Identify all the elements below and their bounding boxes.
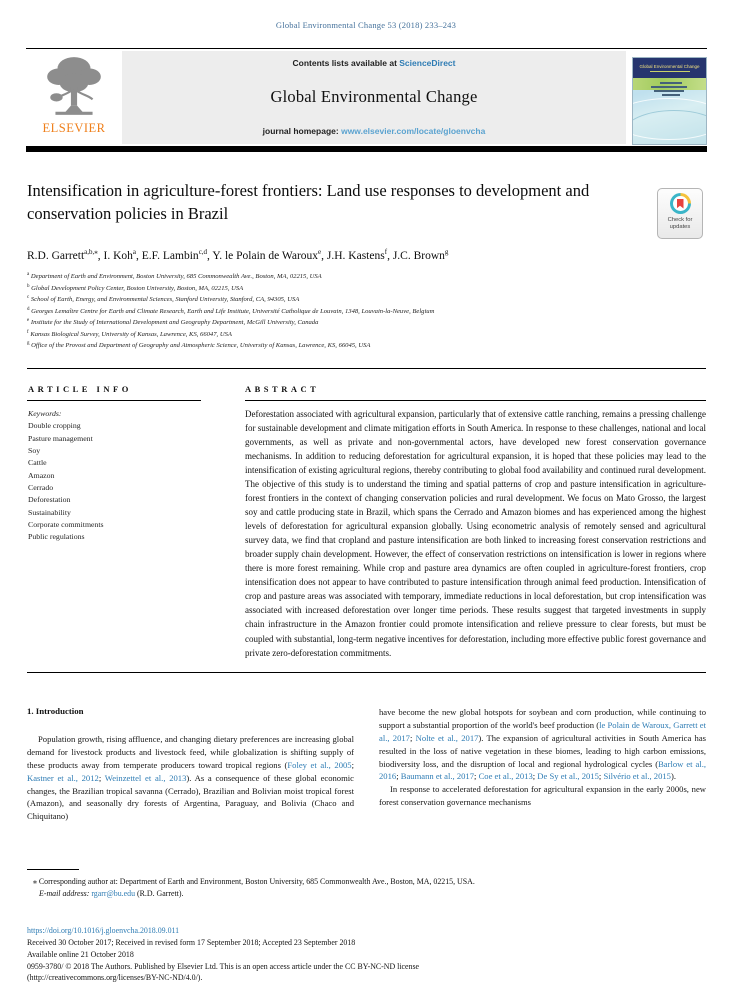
article-info-heading: ARTICLE INFO <box>28 384 132 394</box>
affiliation: $^a$ Department of Earth and Environment, Boston University, 685 Commonwealth Ave., Boston, MA, 02215, USA <box>27 272 322 281</box>
journal-header <box>26 50 707 145</box>
journal-title: Global Environmental Change <box>270 87 478 106</box>
cover-title: Global Environmental Change <box>639 64 700 70</box>
email-line: E-mail address: rgarr@bu.edu (R.D. Garrett). <box>39 888 184 898</box>
journal-banner <box>122 51 626 144</box>
article-info-rule <box>27 400 201 401</box>
received-dates: Received 30 October 2017; Received in revised form 17 September 2018; Accepted 23 September 2018 <box>27 938 356 947</box>
sciencedirect-link[interactable]: ScienceDirect <box>399 58 456 68</box>
citation-link[interactable]: le Polain de Waroux, Garrett et al., 2017 <box>379 719 707 743</box>
copyright-line: 0959-3780/ © 2018 The Authors. Published by Elsevier Ltd. This is an open access article under the CC BY-NC-ND license <box>27 962 420 971</box>
author: E.F. Lambin$^{c,d}$, <box>141 248 213 262</box>
keyword: Pasture management <box>28 433 93 443</box>
author: I. Koh$^a$, <box>103 248 142 262</box>
keywords-block <box>28 408 208 543</box>
journal-citation: Global Environmental Change 53 (2018) 233–243 <box>275 20 457 30</box>
keyword: Double cropping <box>28 421 81 431</box>
affiliation: $^e$ Institute for the Study of International Development and Geography Department, McGill University, Canada <box>27 318 319 327</box>
check-updates-label: Check for updates <box>667 217 693 231</box>
keyword: Public regulations <box>28 532 85 542</box>
keyword: Corporate commitments <box>28 519 104 529</box>
cover-text-lines <box>651 82 691 98</box>
author: J.C. Brown$^g$ <box>392 248 449 262</box>
abstract-text: Deforestation associated with agricultural expansion, particularly that of extensive cattle ranching, remains a pressing challenge for sustainable development and climate mitigation efforts in South America. In response to these challenges, national and local governments, as well as private and non-governmental actors, have developed new forest conservation governance mechanisms. In addition to reducing deforestation for agricultural expansion, it is hoped that these policies may lead to the intensification of existing agricultural regions, thereby contributing to global food availability and continued rural development. The objective of this study is to understand the timing and spatial patterns of crop and pasture intensification in agriculture-forest frontiers in the context of changing conservation policies and rural development. We focus on Mato Grosso, the largest soy and cattle producing state in Brazil, which spans the Cerrado and Amazon biomes and has experienced among the highest levels of deforestation for agricultural expansion globally. Using econometric analysis of remotely sensed and agricultural survey data, we find that cropland and pasture intensification are both linked to increasing forest conservation restrictions and broader supply chain development. However, the effect of conservation restrictions on intensification is lower in regions where there is more forest remaining. While crop and pasture area dynamics are often coupled in agriculture-forest frontiers, crop intensification does not appear to have contributed to pasture intensification through animal feed production. Intensification of crop and pasture areas was associated with temporary, immediate reductions in local deforestation, but crop intensification was associated with increased deforestation over longer time periods. These results suggest that targeted investments in supply chain infrastructure in the Amazon frontier could promote intensification and relieve pressure to clear forests, but must be coupled with substantial, long-term negative incentives for deforestation, including more effective public forest governance and private zero-deforestation commitments. <box>245 409 706 658</box>
corresponding-author-text: ⁎ Corresponding author at: Department of Earth and Environment, Boston University, 685 Commonwealth Ave., Boston, MA, 02215, USA. <box>33 877 475 886</box>
check-for-updates-button[interactable] <box>657 188 703 239</box>
elsevier-wordmark: ELSEVIER <box>42 121 106 135</box>
citation-link[interactable]: Kastner et al., 2012 <box>27 772 99 783</box>
abstract-heading: ABSTRACT <box>245 384 320 394</box>
affiliation-list <box>27 271 687 352</box>
corresponding-author-note <box>27 876 707 900</box>
affiliation: $^b$ Global Development Policy Center, Boston University, Boston, MA, 02215, USA <box>27 283 244 292</box>
homepage-label: journal homepage: <box>262 126 342 136</box>
citation-link[interactable]: Coe et al., 2013 <box>478 771 533 782</box>
keyword: Deforestation <box>28 495 71 505</box>
citation-link[interactable]: Baumann et al., 2017 <box>400 771 475 782</box>
citation-link[interactable]: Foley et al., 2005 <box>287 759 352 770</box>
affiliation: $^d$ Georges Lemaître Centre for Earth and Climate Research, Earth and Life Institute, Université Catholique de Louvain, 1348, Louvain-la-Neuve, Belgium <box>27 306 435 315</box>
author-list <box>27 248 647 262</box>
intro-column-left <box>27 733 354 823</box>
affiliation: $^f$ Kansas Biological Survey, University of Kansas, Lawrence, KS, 66047, USA <box>27 329 232 338</box>
keywords-label: Keywords: <box>28 409 62 418</box>
contents-lists-text: Contents lists available at <box>292 58 400 68</box>
info-bottom-rule <box>27 672 706 673</box>
citation-link[interactable]: Barlow et al., 2016 <box>379 758 706 782</box>
intro-column-right <box>379 706 706 809</box>
license-url[interactable]: (http://creativecommons.org/licenses/BY-NC-ND/4.0/). <box>27 973 203 982</box>
doi-link[interactable]: https://doi.org/10.1016/j.gloenvcha.2018.09.011 <box>27 926 180 935</box>
author: J.H. Kastens$^f$, <box>326 248 393 262</box>
author: R.D. Garrett$^{a,b,⁎}$, <box>27 248 104 262</box>
header-bottom-rule <box>26 146 707 152</box>
journal-homepage-link[interactable]: www.elsevier.com/locate/gloenvcha <box>341 126 486 136</box>
keyword: Cerrado <box>28 482 54 492</box>
affiliation: $^c$ School of Earth, Energy, and Environmental Sciences, Stanford University, Stanford, CA, 94305, USA <box>27 295 300 304</box>
section-heading-introduction: 1. Introduction <box>27 706 84 716</box>
footnote-rule <box>27 869 79 870</box>
email-label: E-mail address: <box>39 888 92 898</box>
keyword: Soy <box>28 445 41 455</box>
article-title: Intensification in agriculture-forest frontiers: Land use responses to development and conservation policies in Brazil <box>27 181 590 224</box>
intro-paragraph: have become the new global hotspots for soybean and corn production, while continuing to support a substantial proportion of the world's beef production (le Polain de Waroux, Garrett et al., 2017; Nolte et al., 2017). The expansion of agricultural activities in South America has resulted in the loss of native vegetation in these biomes, leading to high carbon emissions, biodiversity loss, and the disruption of local and regional hydrological cycles (Barlow et al., 2016; Baumann et al., 2017; Coe et al., 2013; De Sy et al., 2015; Silvério et al., 2015). <box>379 707 707 782</box>
author: Y. le Polain de Waroux$^e$, <box>212 248 327 262</box>
journal-cover-thumbnail <box>632 57 707 145</box>
citation-link[interactable]: De Sy et al., 2015 <box>537 771 599 782</box>
cover-header <box>633 58 706 78</box>
available-online: Available online 21 October 2018 <box>27 950 134 959</box>
keyword: Cattle <box>28 458 47 468</box>
cover-subtitle-line <box>650 71 690 72</box>
email-link[interactable]: rgarr@bu.edu <box>91 888 136 898</box>
elsevier-tree-icon <box>43 54 105 120</box>
keyword: Amazon <box>28 470 55 480</box>
intro-paragraph: Population growth, rising affluence, and changing dietary preferences are increasing global demand for livestock products and livestock feed, while globalization is shifting supply of these products away from temperate producers toward tropical regions (Foley et al., 2005; Kastner et al., 2012; Weinzettel et al., 2013). As a consequence of these global economic changes, the Brazilian tropical savanna (Cerrado), Brazilian and Bolivian moist tropical forest (Amazon), and seasonally dry forests of Argentina, Paraguay, and Bolivia (Chaco and Chiquitano) <box>27 734 354 822</box>
citation-link[interactable]: Weinzettel et al., 2013 <box>104 772 187 783</box>
affiliation: $^g$ Office of the Provost and Department of Geography and Atmospheric Science, University of Kansas, Lawrence, KS, 66045, USA <box>27 341 371 350</box>
journal-homepage-line <box>263 126 486 136</box>
keyword: Sustainability <box>28 507 71 517</box>
intro-paragraph: In response to accelerated deforestation for agricultural expansion in the early 2000s, new forest conservation governance mechanisms <box>379 784 706 808</box>
check-updates-icon <box>670 193 691 214</box>
abstract-rule <box>245 400 706 401</box>
elsevier-logo <box>26 50 122 145</box>
cover-map-art <box>633 90 706 144</box>
contents-lists-line <box>293 58 456 68</box>
citation-link[interactable]: Silvério et al., 2015 <box>603 771 671 782</box>
citation-link[interactable]: Nolte et al., 2017 <box>415 732 479 743</box>
info-top-rule <box>27 368 706 369</box>
